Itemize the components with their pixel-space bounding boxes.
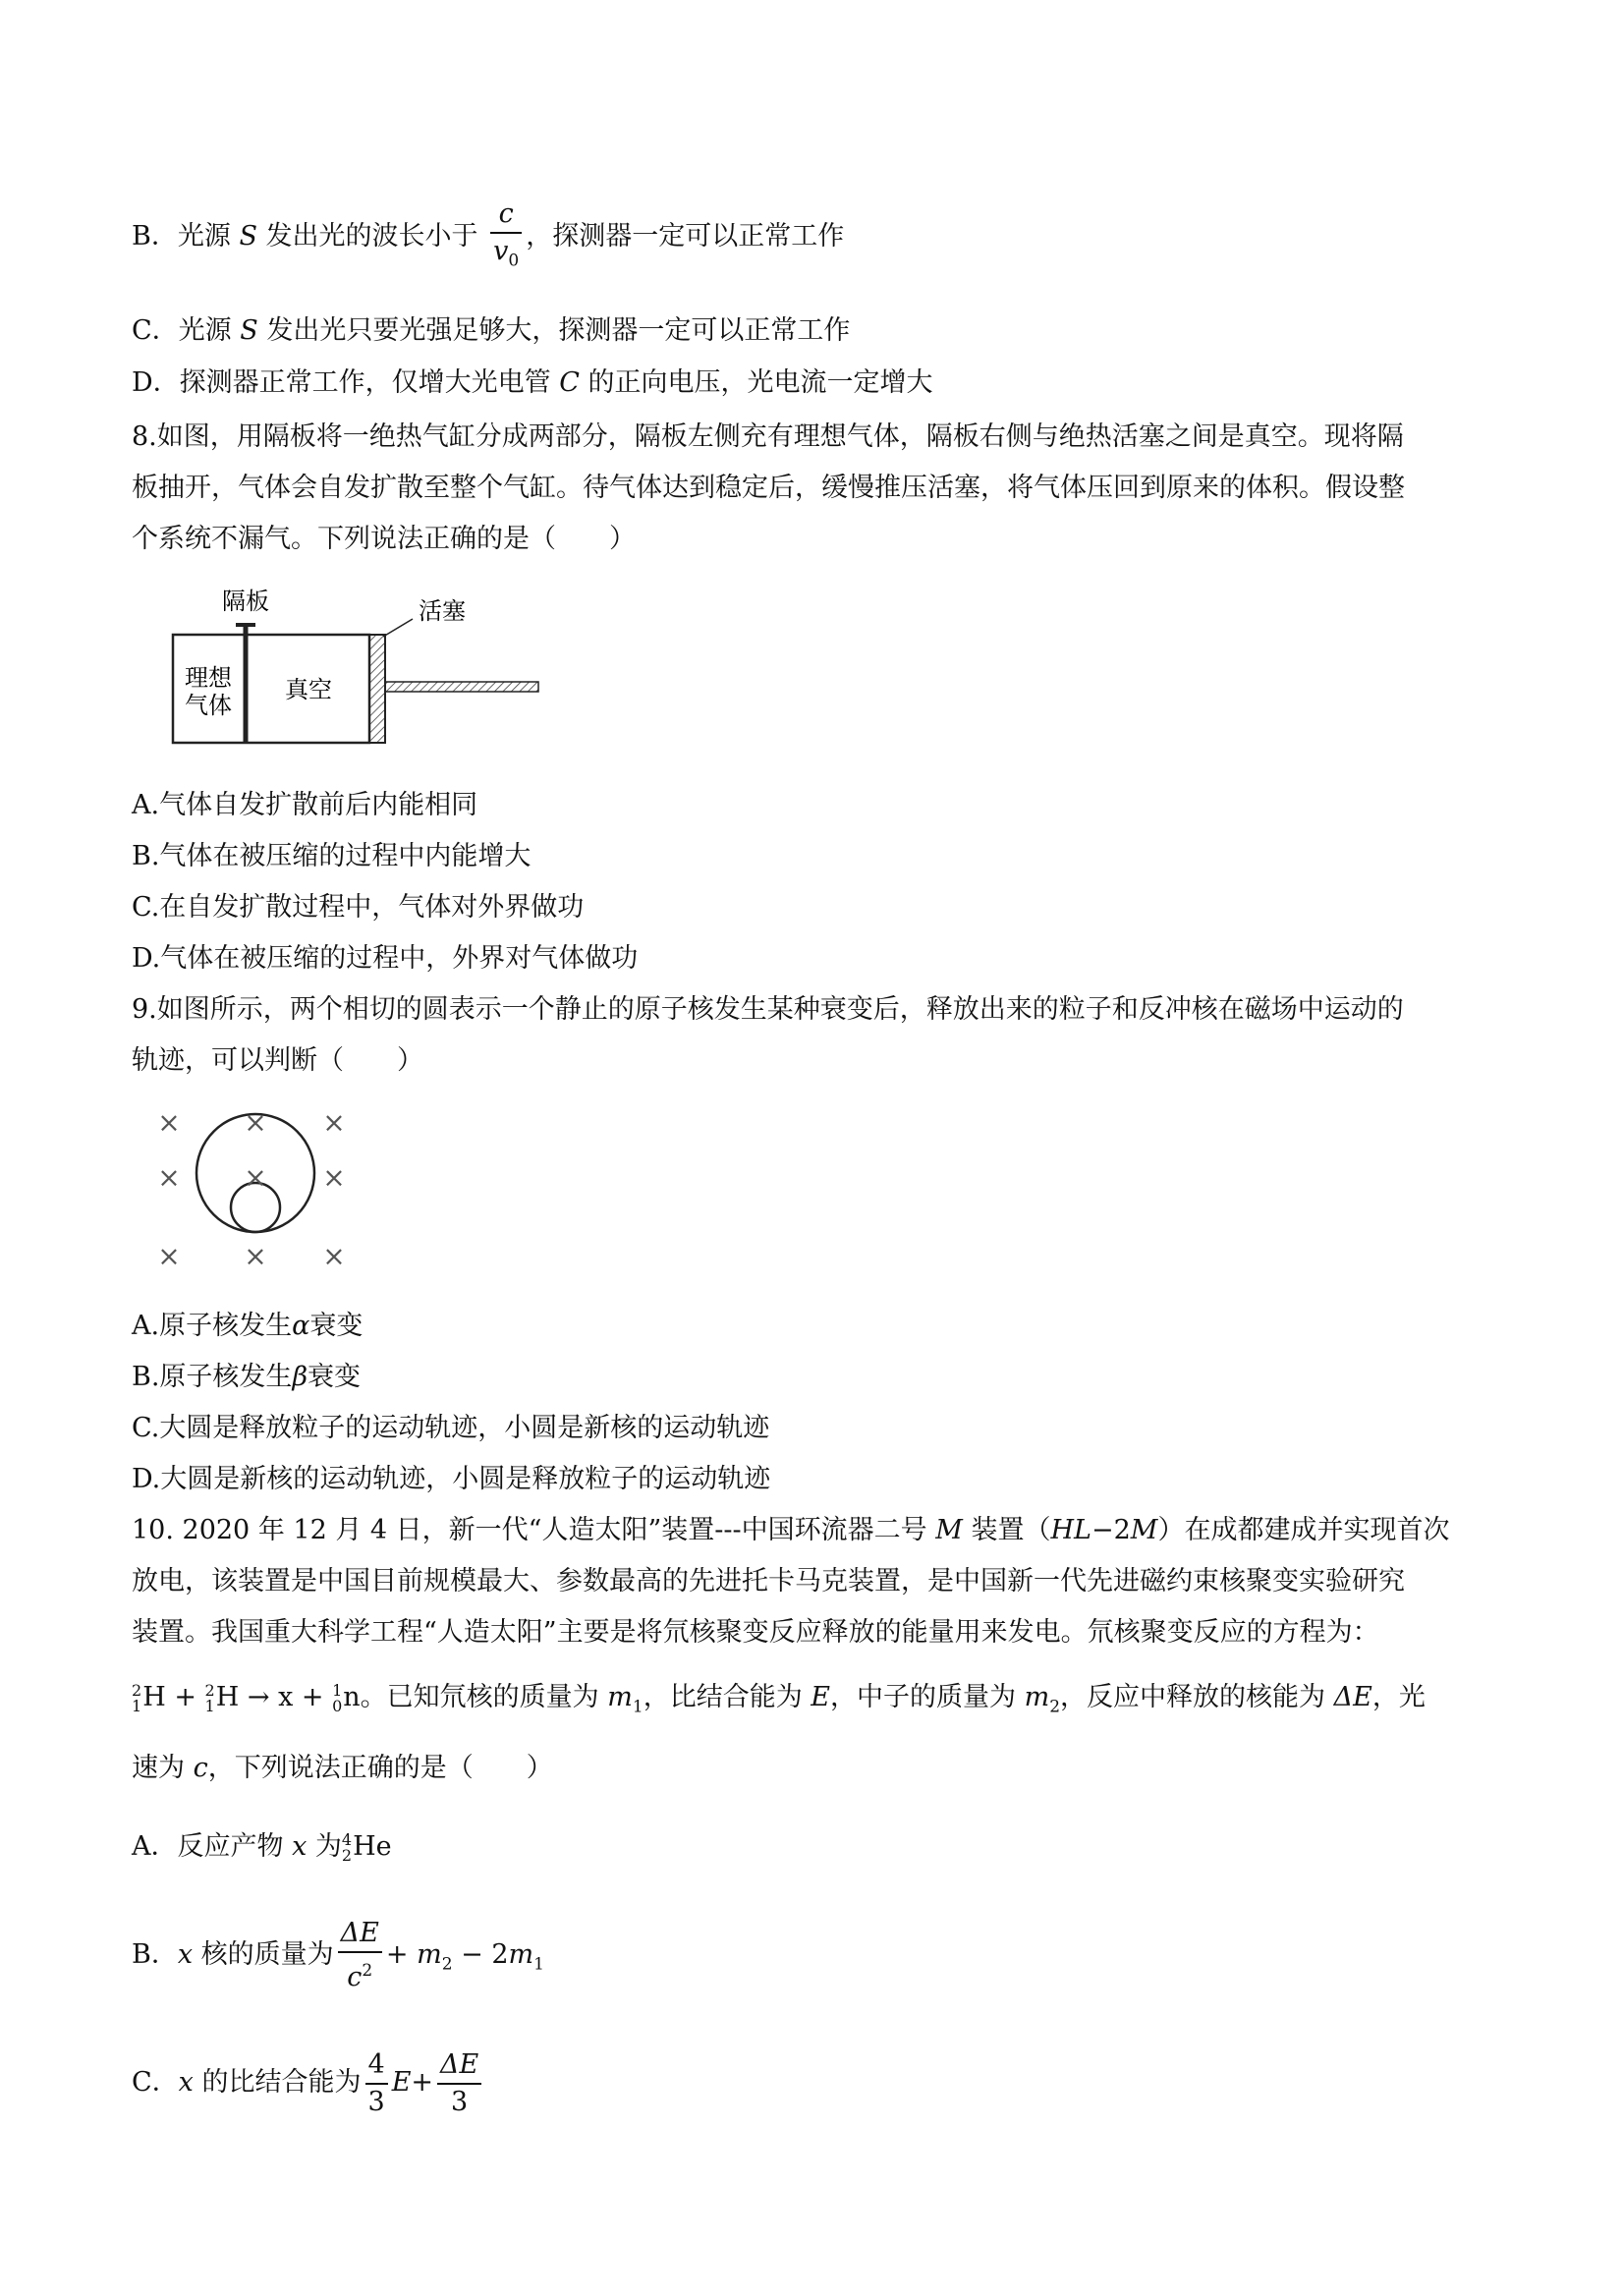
q8-cylinder-figure — [147, 580, 560, 766]
q10-option-a: A．反应产物 x 为 4 2 He — [132, 1829, 392, 1865]
piston-rod — [385, 682, 538, 692]
q9-option-a: A.原子核发生α衰变 — [132, 1311, 364, 1341]
q8-option-b: B.气体在被压缩的过程中内能增大 — [132, 841, 532, 871]
q10-stem-line-4: 2 1 H + 2 1 H → x + 1 0 n。已知氘核的质量为 $m_1$，比结合能为 E，中子的质量为 $m_2$，反应中释放的核能为 ΔE，光 — [132, 1680, 1426, 1717]
field-cross-1: × — [157, 1108, 181, 1139]
field-cross-2: × — [244, 1108, 267, 1139]
q8-stem-line-3: 个系统不漏气。下列说法正确的是（ ） — [132, 524, 636, 554]
q8-option-d: D.气体在被压缩的过程中，外界对气体做功 — [132, 943, 639, 974]
q9-stem-line-2: 轨迹，可以判断（ ） — [132, 1045, 423, 1076]
q10-stem-line-1: 10. 2020 年 12 月 4 日，新一代“人造太阳”装置---中国环流器二号 M 装置（HL−2M）在成都建成并实现首次 — [132, 1515, 1450, 1545]
fraction: $\frac{4}{3}$ — [365, 2047, 388, 2120]
field-cross-9: × — [322, 1240, 346, 1272]
field-cross-4: × — [157, 1161, 181, 1194]
q10-stem-line-3: 装置。我国重大科学工程“人造太阳”主要是将氘核聚变反应释放的能量用来发电。氘核聚变反应的方程为： — [132, 1617, 1379, 1648]
q8-option-a: A.气体自发扩散前后内能相同 — [132, 790, 478, 820]
field-cross-7: × — [157, 1240, 181, 1272]
field-cross-6: × — [322, 1161, 346, 1194]
q7-option-c: C．光源 S 发出光只要光强足够大，探测器一定可以正常工作 — [132, 315, 851, 346]
partition-label: 隔板 — [222, 588, 269, 615]
q9-option-b: B.原子核发生β衰变 — [132, 1362, 362, 1392]
field-cross-5: × — [244, 1161, 267, 1194]
q9-tangent-circles-figure — [147, 1108, 364, 1285]
q7-option-b: B．光源 S 发出光的波长小于 $\frac{c}{v_0}$ ，探测器一定可以正常工作 — [132, 196, 844, 278]
fraction: $\frac{\Delta E}{3}$ — [437, 2047, 481, 2120]
nuclide-label: 2 1 — [132, 1680, 142, 1715]
q10-stem-line-2: 放电，该装置是中国目前规模最大、参数最高的先进托卡马克装置，是中国新一代先进磁约束核聚变实验研究 — [132, 1566, 1405, 1596]
nuclide-label: 1 0 — [332, 1680, 343, 1715]
q8-stem-line-2: 板抽开，气体会自发扩散至整个气缸。待气体达到稳定后，缓慢推压活塞，将气体压回到原来的体积。假设整 — [132, 473, 1405, 503]
q10-option-b: B．x 核的质量为 $\frac{\Delta E}{c^2}$ + $m_2 - 2m_1$ — [132, 1911, 544, 2008]
gas-label-line-2: 气体 — [185, 692, 232, 719]
nuclide-label: 2 1 — [204, 1680, 215, 1715]
q8-stem-line-1: 8.如图，用隔板将一绝热气缸分成两部分，隔板左侧充有理想气体，隔板右侧与绝热活塞之间是真空。现将隔 — [132, 421, 1404, 452]
q10-stem-line-5: 速为 c，下列说法正确的是（ ） — [132, 1753, 553, 1783]
fraction: $\frac{c}{v_0}$ — [490, 196, 522, 278]
piston — [369, 635, 385, 743]
nuclide-label: 4 2 — [341, 1829, 353, 1865]
q10-option-c: C．x 的比结合能为 $\frac{4}{3}$ E+ $\frac{\Delta E}{3}$ — [132, 2039, 485, 2127]
piston-label: 活塞 — [419, 597, 466, 625]
gas-label-line-1: 理想 — [185, 664, 232, 692]
q7-option-d: D．探测器正常工作，仅增大光电管 C 的正向电压，光电流一定增大 — [132, 367, 933, 398]
q9-option-d: D.大圆是新核的运动轨迹，小圆是释放粒子的运动轨迹 — [132, 1464, 771, 1494]
piston-label-leader — [383, 619, 413, 637]
q9-stem-line-1: 9.如图所示，两个相切的圆表示一个静止的原子核发生某种衰变后，释放出来的粒子和反冲核在磁场中运动的 — [132, 994, 1404, 1025]
vacuum-label: 真空 — [285, 676, 332, 703]
field-cross-8: × — [244, 1240, 267, 1272]
field-cross-3: × — [322, 1108, 346, 1139]
fraction: $\frac{\Delta E}{c^2}$ — [338, 1916, 382, 1995]
q8-option-c: C.在自发扩散过程中，气体对外界做功 — [132, 892, 585, 923]
q9-option-c: C.大圆是释放粒子的运动轨迹，小圆是新核的运动轨迹 — [132, 1413, 770, 1443]
